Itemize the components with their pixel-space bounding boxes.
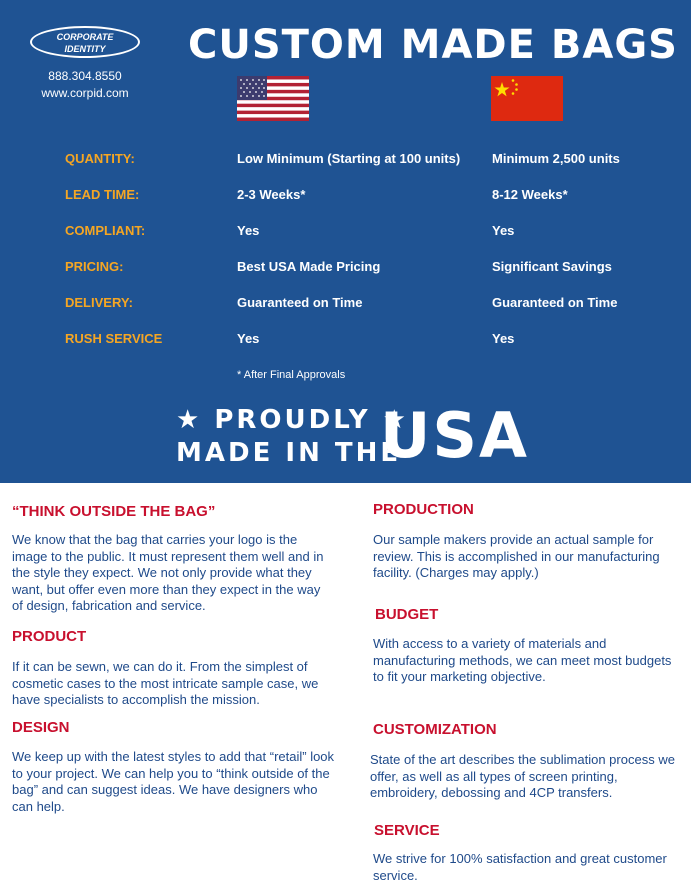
banner-line1: ★ PROUDLY ★ xyxy=(176,405,409,435)
china-pricing: Significant Savings xyxy=(492,259,612,274)
label-pricing: PRICING: xyxy=(65,259,124,274)
label-quantity: QUANTITY: xyxy=(65,151,135,166)
usa-delivery: Guaranteed on Time xyxy=(237,295,363,310)
china-compliant: Yes xyxy=(492,223,515,238)
heading-think-outside: “THINK OUTSIDE THE BAG” xyxy=(12,503,216,520)
heading-customization: CUSTOMIZATION xyxy=(373,721,497,738)
body-service: We strive for 100% satisfaction and great customer service. xyxy=(373,851,667,883)
label-lead-time: LEAD TIME: xyxy=(65,187,140,202)
usa-lead-time: 2-3 Weeks* xyxy=(237,187,306,202)
body-product: If it can be sewn, we can do it. From the simplest of cosmetic cases to the most intricate sample case, we have specialists to accomplish the mission. xyxy=(12,659,319,707)
usa-rush-service: Yes xyxy=(237,331,260,346)
usa-pricing: Best USA Made Pricing xyxy=(237,259,381,274)
company-logo[interactable] xyxy=(30,26,140,58)
heading-design: DESIGN xyxy=(12,719,70,736)
body-budget: With access to a variety of materials and manufacturing methods, we can meet most budgets to fit your marketing objective. xyxy=(373,636,672,684)
label-compliant: COMPLIANT: xyxy=(65,223,146,238)
logo-line2: IDENTITY xyxy=(64,44,106,54)
china-quantity: Minimum 2,500 units xyxy=(492,151,620,166)
body-design: We keep up with the latest styles to add that “retail” look to your project. We can help you to “think outside of the bag” and can suggest ideas. We have designers who can help. xyxy=(12,749,335,814)
heading-service: SERVICE xyxy=(374,822,440,839)
china-lead-time: 8-12 Weeks* xyxy=(492,187,568,202)
china-rush-service: Yes xyxy=(492,331,515,346)
banner-line2: MADE IN THE xyxy=(176,438,402,468)
heading-budget: BUDGET xyxy=(375,606,439,623)
china-delivery: Guaranteed on Time xyxy=(492,295,618,310)
page-title: CUSTOM MADE BAGS xyxy=(188,22,678,68)
heading-production: PRODUCTION xyxy=(373,501,474,518)
website-link[interactable]: www.corpid.com xyxy=(41,86,129,100)
phone-number[interactable]: 888.304.8550 xyxy=(48,69,122,83)
logo-line1: CORPORATE xyxy=(56,32,114,42)
usa-compliant: Yes xyxy=(237,223,260,238)
usa-quantity: Low Minimum (Starting at 100 units) xyxy=(237,151,461,166)
footnote: * After Final Approvals xyxy=(237,369,346,381)
body-customization: State of the art describes the sublimation process we offer, as well as all types of screen printing, embroidery, debossing and 4CP transfers. xyxy=(370,752,675,800)
heading-product: PRODUCT xyxy=(12,628,87,645)
usa-flag-icon xyxy=(237,76,309,121)
label-delivery: DELIVERY: xyxy=(65,295,133,310)
body-production: Our sample makers provide an actual sample for review. This is accomplished in our manufacturing facility. (Charges may apply.) xyxy=(373,532,660,580)
china-flag-icon xyxy=(491,76,563,121)
label-rush-service: RUSH SERVICE xyxy=(65,331,163,346)
banner-usa: USA xyxy=(380,399,529,472)
body-think-outside: We know that the bag that carries your logo is the image to the public. It must represent them well and in the style they expect. We not only provide what they want, but offer even more than they expect in the way of design, fabrication and service. xyxy=(12,532,324,613)
